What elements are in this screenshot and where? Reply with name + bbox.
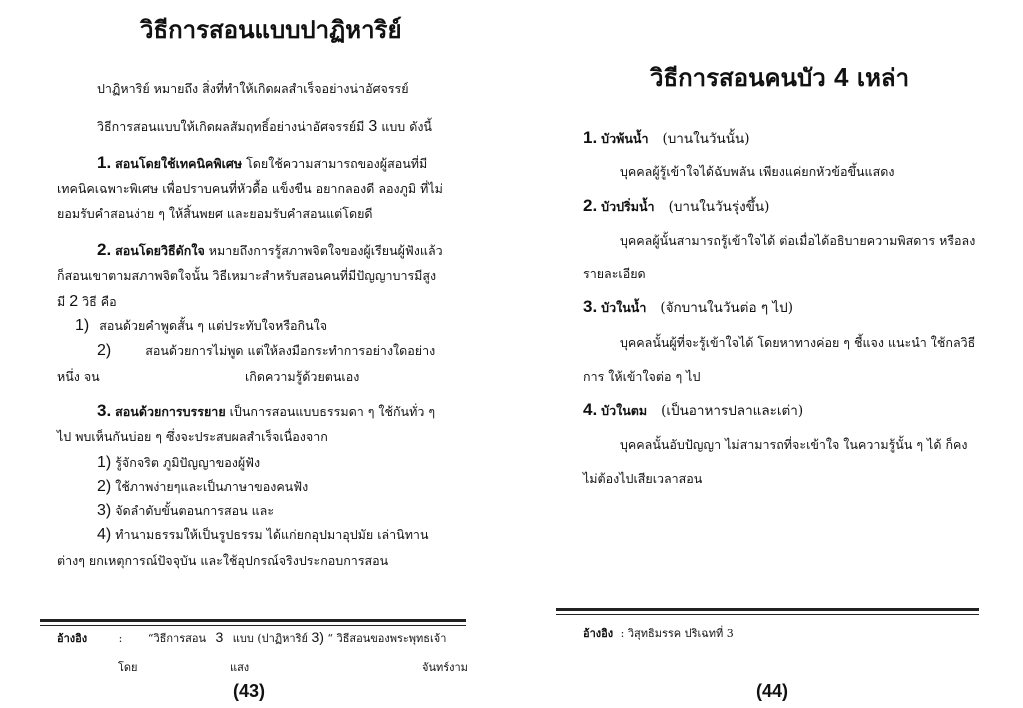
section-2-text: เกิดความรู้ด้วยตนเอง [245, 369, 360, 384]
section-1-heading: 1. สอนโดยใช้เทคนิคพิเศษ โดยใช้ความสามารถของผู้สอนที่มี [97, 153, 428, 172]
reference-rule [40, 619, 466, 622]
lotus-item-heading: 4. บัวในตม (เป็นอาหารปลาและเต่า) [583, 400, 804, 419]
section-3-list-item: 3) จัดลำดับขั้นตอนการสอน และ [97, 502, 275, 519]
lotus-item-text: รายละเอียด [583, 266, 646, 281]
lotus-item-text: บุคคลผู้รู้เข้าใจได้ฉับพลัน เพียงแค่ยกหัวข้อขึ้นแสดง [620, 164, 895, 179]
reference-rule [556, 614, 979, 615]
section-3-list-item: 1) รู้จักจริต ภูมิปัญญาของผู้ฟัง [97, 454, 261, 471]
section-2-sub-item: 2) สอนด้วยการไม่พูด แต่ให้ลงมือกระทำการอย่างใดอย่าง [97, 342, 436, 359]
right-page-title: วิธีการสอนคนบัว 4 เหล่า [650, 62, 910, 92]
left-page-title: วิธีการสอนแบบปาฏิหาริย์ [140, 15, 402, 44]
lotus-item-text: การ ให้เข้าใจต่อ ๆ ไป [583, 369, 701, 384]
section-2-text: ก็สอนเขาตามสภาพจิตใจนั้น วิธีเหมาะสำหรับสอนคนที่มีปัญญาบารมีสูง [57, 268, 437, 283]
section-2-text: หนึ่ง จน [57, 369, 100, 384]
section-3-text: ไป พบเห็นกันบ่อย ๆ ซึ่งจะประสบผลสำเร็จเนื่องจาก [57, 429, 328, 444]
reference-line: แสง [230, 661, 250, 674]
reference-line: โดย [118, 661, 138, 674]
right-page [520, 0, 1023, 708]
reference-rule [40, 625, 466, 626]
section-3-list-item: 4) ทำนามธรรมให้เป็นรูปธรรม ได้แก่ยกอุปมาอุปมัย เล่านิทาน [97, 526, 429, 543]
reference-line: อ้างอิง : วิสุทธิมรรค ปริเฉทที่ 3 [583, 627, 734, 640]
intro-definition: ปาฏิหาริย์ หมายถึง สิ่งที่ทำให้เกิดผลสำเร็จอย่างน่าอัศจรรย์ [97, 81, 409, 96]
lotus-item-heading: 1. บัวพ้นน้ำ (บานในวันนั้น) [583, 128, 750, 147]
page-number: (43) [233, 681, 266, 701]
reference-rule [556, 608, 979, 611]
section-2-sub-item: 1) สอนด้วยคำพูดสั้น ๆ แต่ประทับใจหรือกินใจ [75, 317, 328, 334]
page-number: (44) [756, 681, 789, 701]
lotus-item-text: บุคคลนั้นผู้ที่จะรู้เข้าใจได้ โดยหาทางค่อย ๆ ชี้แจง แนะนำ ใช้กลวิธี [620, 335, 976, 350]
intro-methods: วิธีการสอนแบบให้เกิดผลสัมฤทธิ์อย่างน่าอัศจรรย์มี 3 แบบ ดังนี้ [97, 118, 432, 135]
section-2-heading: 2. สอนโดยวิธีดักใจ หมายถึงการรู้สภาพจิตใจของผู้เรียนผู้ฟังแล้ว [97, 240, 443, 259]
reference-line: จันทร์งาม [422, 661, 468, 674]
section-1-text: เทคนิคเฉพาะพิเศษ เพื่อปราบคนที่หัวดื้อ แข็งขืน อยากลองดี ลองภูมิ ที่ไม่ [57, 181, 443, 196]
section-2-text: มี 2 วิธี คือ [57, 293, 117, 310]
lotus-item-text: ไม่ต้องไปเสียเวลาสอน [583, 471, 703, 486]
lotus-item-text: บุคคลผู้นั้นสามารถรู้เข้าใจได้ ต่อเมื่อได้อธิบายความพิสดาร หรือลง [620, 233, 976, 248]
section-3-heading: 3. สอนด้วยการบรรยาย เป็นการสอนแบบธรรมดา ๆ ใช้กันทั่ว ๆ [97, 401, 436, 420]
reference-line: อ้างอิง : “วิธีการสอน 3 แบบ (ปาฏิหาริย์ 3) “ วิธีสอนของพระพุทธเจ้า [57, 629, 447, 645]
lotus-item-heading: 2. บัวปริ่มน้ำ (บานในวันรุ่งขึ้น) [583, 196, 770, 215]
left-page [0, 0, 500, 708]
section-3-text: ต่างๆ ยกเหตุการณ์ปัจจุบัน และใช้อุปกรณ์จริงประกอบการสอน [57, 553, 389, 568]
section-3-list-item: 2) ใช้ภาพง่ายๆและเป็นภาษาของคนฟัง [97, 478, 309, 495]
section-1-text: ยอมรับคำสอนง่าย ๆ ให้สิ้นพยศ และยอมรับคำสอนแต่โดยดี [57, 206, 373, 221]
lotus-item-text: บุคคลนั้นอับปัญญา ไม่สามารถที่จะเข้าใจ ในความรู้นั้น ๆ ได้ ก็คง [620, 437, 968, 452]
lotus-item-heading: 3. บัวในน้ำ (จักบานในวันต่อ ๆ ไป) [583, 297, 794, 316]
